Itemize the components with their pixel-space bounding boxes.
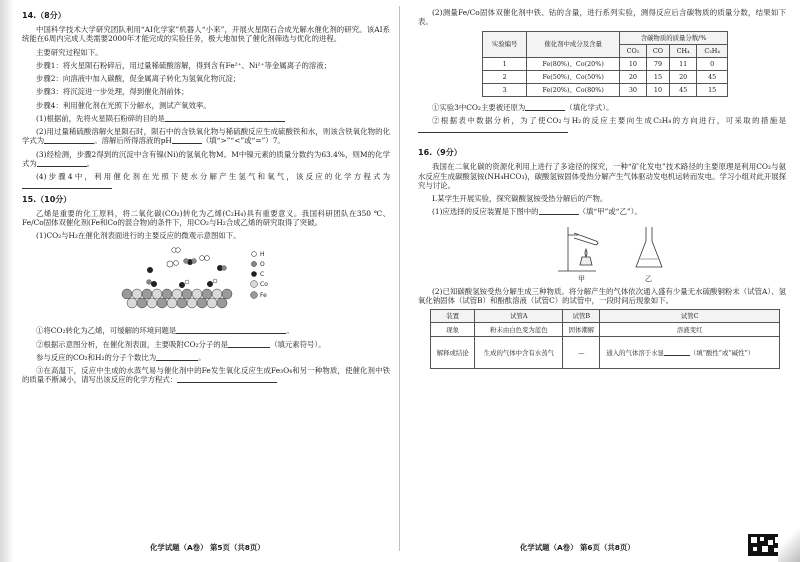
hdr-tube-c: 试管C — [600, 310, 780, 323]
q15-heading: 15.（10分） — [22, 194, 72, 204]
answer-blank — [228, 340, 270, 348]
legend-co: Co — [260, 281, 268, 289]
q14-intro: 中国科学技术大学研究团队利用“AI化学家”机器人“小来”，开展火星陨石合成光解水催化剂的研究。该AI系统能在6周内完成人类需要2000年才能完成的实验任务，极大地加快了催化剂筛选与优化的进程。 — [22, 25, 390, 44]
page-curl — [778, 522, 800, 562]
q16-part1: Ⅰ.某学生开展实验，探究碳酸氢铵受热分解后的产物。 — [432, 194, 608, 203]
cell: 固体潮解 — [563, 323, 600, 337]
col-catalyst: 催化剂中成分及含量 — [527, 31, 620, 57]
answer-blank — [172, 136, 202, 144]
cell: 11 — [670, 57, 697, 70]
cell: — — [563, 337, 600, 369]
cell: 45 — [697, 70, 728, 83]
answer-blank — [525, 103, 565, 111]
cell: 生成的气体中含有水蒸气 — [475, 337, 563, 369]
q14-step-3: 步骤3：将沉淀进一步处理，得到催化剂前体； — [36, 87, 189, 97]
table-row — [483, 83, 728, 96]
q14-q2: (2)用过量稀硫酸溶解火星陨石时，陨石中的含铁氧化物与稀硫酸反应生成硫酸铁和水，则该含铁氧化物的化学式为 。溶解后所得溶液的pH （填“>”“<”或“=”）7。 — [22, 127, 390, 146]
cell: 79 — [646, 57, 669, 70]
catalyst-data-table — [482, 31, 728, 97]
sub-ch4: CH₄ — [670, 44, 697, 57]
cell: 3 — [483, 83, 527, 96]
hdr-tube-a: 试管A — [475, 310, 563, 323]
cell: 粉末由白色变为蓝色 — [475, 323, 563, 337]
q15-q2-sub2: ②根据表中数据分析，为了使CO₂与H₂的反应主要向生成C₂H₄的方向进行，可采取的措施是 — [418, 116, 786, 135]
cell: 解释或结论 — [431, 337, 475, 369]
legend-h: H — [260, 251, 265, 259]
q15-sub2: ②根据示意图分析，在催化剂表面，主要吸附CO₂分子的是 （填元素符号）。 — [36, 339, 326, 349]
answer-blank — [177, 375, 277, 383]
answer-blank — [664, 348, 690, 356]
sub-co: CO — [646, 44, 669, 57]
cell: 15 — [646, 70, 669, 83]
table-row — [431, 337, 780, 369]
legend-c: C — [260, 271, 265, 279]
q14-heading: 14.（8分） — [22, 11, 66, 20]
cell: Fe(20%)、Co(80%) — [527, 83, 620, 96]
apparatus-jia-label: 甲 — [578, 274, 585, 283]
cell: Fe(80%)、Co(20%) — [527, 57, 620, 70]
hdr-device: 装置 — [431, 310, 475, 323]
apparatus-yi-label: 乙 — [645, 274, 652, 283]
cell: 20 — [620, 70, 647, 83]
cell: 30 — [620, 83, 647, 96]
q14-step-2: 步骤2：向溶液中加入碳酸，促金属离子转化为氢氧化物沉淀； — [36, 74, 241, 83]
answer-blank — [156, 353, 198, 361]
experiment-results-table — [430, 309, 780, 369]
table-row — [431, 323, 780, 337]
right-page — [400, 0, 800, 562]
answer-blank — [37, 159, 87, 167]
cell: 1 — [483, 57, 527, 70]
q14-q3: (3)经检测，步骤2得到的沉淀中含有镍(Ni)的氢氧化物M。M中镍元素的质量分数约为63.4%，则M的化学式为 。 — [22, 149, 390, 168]
legend-fe: Fe — [260, 292, 267, 300]
legend-o: O — [260, 261, 265, 269]
sub-co2: CO₂ — [620, 44, 647, 57]
q15-q1-title: (1)CO₂与H₂在催化剂表面进行的主要反应的微观示意图如下。 — [36, 231, 241, 240]
q14-step-1: 步骤1：将火星陨石粉碎后，用过量稀硫酸溶解，得到含有Fe²⁺、Ni²⁺等金属离子的溶液； — [36, 60, 332, 70]
q15-q2-intro: (2)测量Fe/Co固体双催化剂中铁、钴的含量，进行系列实验，测得反应后含碳物质的质量分数，结果如下表。 — [418, 8, 786, 27]
page-footer-left: 化学试题（A卷） 第5页（共8页） — [150, 542, 265, 552]
cell: 10 — [620, 57, 647, 70]
catalyst-micro-diagram — [22, 244, 390, 322]
col-carbon-fraction: 含碳物质的质量分数/% — [620, 31, 728, 44]
cell: 10 — [646, 83, 669, 96]
q16-q1: (1)应选择的反应装置是下图中的 （填“甲”或“乙”）。 — [432, 207, 642, 217]
q16-heading: 16.（9分） — [418, 148, 462, 158]
cell: Fe(50%)、Co(50%) — [527, 70, 620, 83]
q14-step-4: 步骤4：利用催化剂在光照下分解水，测试产氧效率。 — [36, 100, 211, 110]
hdr-tube-b: 试管B — [563, 310, 600, 323]
q16-q2: (2)已知碳酸氢铵受热分解生成三种物质。将分解产生的气体依次通入盛有少量无水硫酸铜粉末（试管A）、氢氧化钠固体（试管B）和酚酞溶液（试管C）的试管中，一段时间后现象如下。 — [418, 286, 786, 305]
cell: 现象 — [431, 323, 475, 337]
q14-q1: (1)根据前，先将火星陨石粉碎的目的是 — [22, 114, 390, 123]
answer-blank — [22, 181, 112, 189]
cell: 溶液变红 — [600, 323, 780, 337]
q14-q4: (4)步骤4中，利用催化剂在光照下使水分解产生氢气和氧气，该反应的化学方程式为 — [22, 172, 390, 191]
cell-conclusion: 通入的气体溶于水显 （填“酸性”或“碱性”） — [600, 337, 780, 369]
answer-blank — [418, 125, 568, 133]
sub-c2h4: C₂H₄ — [697, 44, 728, 57]
cell: 0 — [697, 57, 728, 70]
q16-intro: 我国在二氧化碳的资源化利用上进行了多途径的探究，一种“矿化发电”技术路径的主要原理是利用CO₂与氨水反应生成碳酸氢铵(NH₄HCO₃)，碳酸氢铵固体受热分解产生气体驱动发电机运转而发电。学习小组对此开展探究与讨论。 — [418, 162, 786, 190]
table-row — [483, 57, 728, 70]
q14-process-title: 主要研究过程如下。 — [36, 47, 103, 57]
answer-blank — [44, 136, 94, 144]
cell: 2 — [483, 70, 527, 83]
cell: 15 — [697, 83, 728, 96]
answer-blank — [539, 207, 579, 215]
cell: 45 — [670, 83, 697, 96]
table-row — [483, 70, 728, 83]
q15-q2-sub1: ①实验3中CO₂主要被还原为 （填化学式）。 — [432, 102, 614, 112]
q15-intro: 乙烯是重要的化工原料，将二氧化碳(CO₂)转化为乙烯(C₂H₄)具有重要意义。我国科研团队在350 ℃、Fe/Co固体双催化剂(Fe和Co的混合物)的条件下，用CO₂与H₂合成乙烯的研究取得了突破。 — [22, 208, 390, 227]
apparatus-figure — [418, 221, 786, 283]
cell: 20 — [670, 70, 697, 83]
q15-sub1: ①将CO₂转化为乙烯，可缓解的环境问题是 。 — [36, 326, 294, 336]
answer-blank — [176, 326, 286, 334]
answer-blank — [165, 114, 285, 122]
q15-sub2-ratio: 参与反应的CO₂和H₂的分子个数比为 。 — [36, 352, 206, 362]
q15-sub3: ③在高温下，反应中生成的水蒸气易与催化剂中的Fe发生氧化反应生成Fe₃O₄和另一种物质，使催化剂中铁的质量不断减小，请写出该反应的化学方程式： — [22, 366, 390, 385]
col-exp-no: 实验编号 — [483, 31, 527, 57]
page-footer-right: 化学试题（A卷） 第6页（共8页） — [520, 542, 635, 552]
